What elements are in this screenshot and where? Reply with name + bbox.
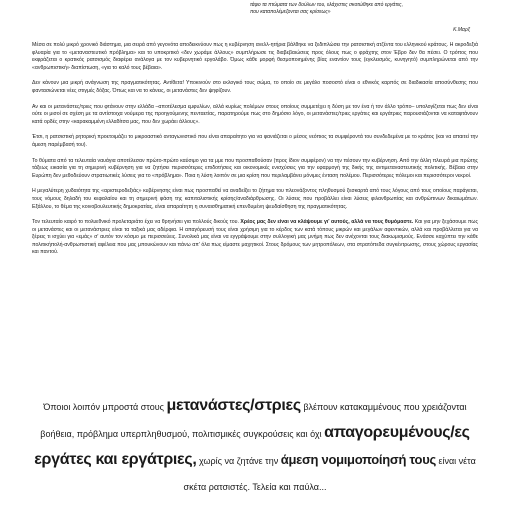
closing-emphasis-legalization: άμεση νομιμοποίησή τους bbox=[280, 452, 436, 467]
paragraph-7-tail: Και για μην ξεχάσουμε πως οι μετανάστες και οι μετανάστριες είναι τα ταξικά μας αδέρφια. Η απαγόρευσή τους είναι χρήσιμη για το κέρδος των κατά τόπους μικρών και μεγάλων αφεντικών, αλλά και προβάλλεται για να ξέρεις τι ισχύει για «εμάς» σ' αυτόν τον κόσμο με περισσεύεις. Συνολικά μας είναι να εγγράψουμε στην συλλογική μας μνήμη πως δεν ανέχονται τους διακωμισμούς. Ενάσσε καχύπτει την κάθε πολιτικήπολή-ανθρωπιστική αφέλεια που μας μπουκώνουν και πάνω απ' όλα πως είμαστε μαχητικοί. Στους δρόμους των μητροπόλεων, στα στρατόπεδα συγκέντρωσης, στους χώρους εργασίας και παντού. bbox=[32, 219, 478, 256]
paragraph-2: Δεν κάνουν μια μικρή ανάγνωση της πραγματικότητας. Αντίθετα! Υποκινούν στο εκλογικό τους σώμα, το οποίο σε μεγάλο ποσοστό είναι ο εθνικός καρπός σε διαδικασία αποσύνθεσης που φαντασιώνεται νέες στιγμές δόξας. Όπως και να το κάνεις, οι μετανάστες δεν ψηφίζουν. bbox=[32, 80, 478, 94]
closing-statement bbox=[32, 393, 478, 500]
epigraph-line-1: τάφο τα πτώματα των δούλων του, ελάχιστες σκοτώθηκε από εργάτες, bbox=[250, 2, 403, 8]
paragraph-1: Μέσα σε πολύ μικρό χρονικό διάστημα, μια σειρά από γεγονότα αποδεικνύουν πως η κυβέρνηση ανελλ-ητήρια βάλθηκε να ξεδιπλώσει την ρατσιστική ατζέντα του ελληνικού κράτους. Η ακροδεξιά φλυαρία για το «μεταναστευτικό πρόβλημα» και το υποκριτικό «δεν χωράμε άλλους» συμπλήρωσε τις διαβεβαιώσεις προς όλους πως ο φράχτης στον Έβρο δεν θα πέσει. Ο τρόπος που εκφράζεται ο κρατικός ρατσισμός διαφέρει ανάλογα με τον κυβερνητικό εργολάβο. Όμως κάθε μορφή θεσμοποιημένης βίας εναντίον τους (εγκλεισμός, κυνηγητό) συμπληρώνεται από την «ανθρωπιστική» διαπίστωση, «για το καλό τους βέβαια». bbox=[32, 42, 478, 71]
leaflet-body bbox=[32, 42, 478, 265]
paragraph-4: Έτσι, η ρατσιστική ρητορική προετοιμάζει το μικροαστικό ανταγωνιστικό που είναι απαραίτητο για να φανιάζεται ο μέσος νεόπιος τα συμφέροντά του συνδεδεμένα με το κράτος (και να απαιτεί την άμεση παρέμβασή του). bbox=[32, 134, 478, 148]
paragraph-7 bbox=[32, 219, 478, 257]
paragraph-5: Το θύματα από τα τελευταία ναυάγια αποτέλεσαν πρώτο-πρώτο καύσιμο για τα μμε που προσπαθούσαν (προς ίδιον συμφέρον) να την πέσουν την κυβέρνηση. Από την άλλη πλευρά μια πρώτης τάξεως εικασία για τη σημερινή κυβέρνηση για να ζητήσει περισσότερες επιδοτήσεις και οικονομικές ενισχύσεις για την εφαρμογή της δικής της αντιμεταναστευτικής πολιτικής. Βέβαια στην Ευρώπη δεν μεθοδεύουν στρατιωτικές λύσεις για το «πρόβλημα». Ποια η λύση λοιπόν σε μια κρίση που περιλαμβάνει μόνιμες ένταση πολέμου. Περισσότερες πόλεμοι και περισσότεροι νεκροί. bbox=[32, 157, 478, 179]
closing-part-2: βλέπουν κατακαμμένους που χρειάζονται βοήθεια, πρόβλημα υπερπληθυσμού, πολιτισμικές συγκρούσεις και όχι bbox=[40, 402, 467, 439]
closing-emphasis-workers: απαγορευμένους/ες εργάτες και εργάτριες, bbox=[34, 424, 470, 468]
epigraph bbox=[250, 2, 500, 16]
closing-part-4: είναι νέτα σκέτα ρατσιστές. Τελεία και παύλα... bbox=[183, 456, 476, 492]
closing-part-1: Όποιοι λοιπόν μπροστά στους bbox=[43, 402, 164, 412]
epigraph-author: Κ.Μαρξ bbox=[453, 27, 470, 33]
epigraph-line-2: που καταπολέμεζονται σας κρίσεως» bbox=[250, 9, 331, 15]
paragraph-6: Η μεγαλύτερη χυδαιότητα της «αριστεροδεξιάς» κυβέρνησης είναι πως προσπαθεί να αναδείξει το ζήτημα του πλεονάζοντος πληθυσμού ξεσκαρτά από τους λόγους από τους οποίους παράγεται, τους νόμους δηλαδή του κεφαλαίου και τη σημερινή φάση της καπιταλιστικής κρίσης/αναδιάρθρωσης. Οι λύσεις που προβάλλει είναι λύσεις φιλανθρωπίας και ανθρώπινων δικαιωμάτων. Εξάλλου, το θέμα της κοινοβουλευτικής δημοκρατίας, είναι απαραίτητη η συναισθηματική επενδυμένη ψευδαίσθηση της πραγματικότητας. bbox=[32, 188, 478, 210]
paragraph-3: Αν και οι μετανάστες/τριες που φτάνουν στην ελλάδα –αποτέλεσμα εμφυλίων, αλλά κυρίως πολέμων στους οποίους συμμετέχει η δύση με τον ένα ή τον άλλο τρόπο– υπολογίζεται πως δεν είναι ούτε οι μισοί σε σχέση με τα αντίστοιχα νούμερα της προηγούμενης πενταετίας, παρατηρούμε πως στο δημόσιο λόγο, οι μετανάστες/τριες εργάτες και εργάτριες παρουσιάζονται να καταφτάνουν κατά ορδές στην «καρακαμμένη ελλαδίτσα μας, που δεν χωράει άλλους». bbox=[32, 103, 478, 125]
closing-emphasis-migrants: μετανάστες/στριες bbox=[166, 397, 301, 414]
bold-quote: Χρέος μας δεν είναι να κλάψουμε γι' αυτούς, αλλά να τους θυμόμαστε. bbox=[240, 219, 414, 226]
closing-part-3: χωρίς να ζητάνε την bbox=[199, 456, 279, 466]
paragraph-7-lead: Τον τελευταίο καιρό το πολυεθνικό προλεταριάτο έχει να θρηνήσει για πολλούς δικούς του. bbox=[32, 219, 239, 226]
